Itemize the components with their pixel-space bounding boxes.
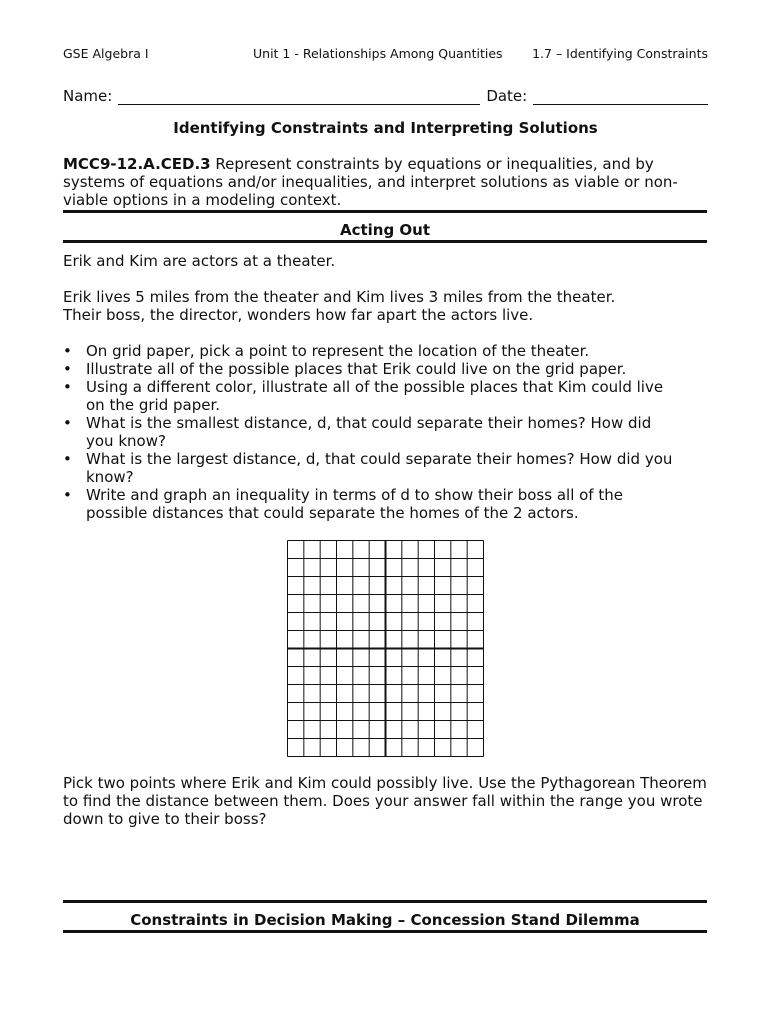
bullet-icon: • [63, 450, 72, 468]
course-name: GSE Algebra I [63, 46, 149, 61]
grid-drawing [287, 540, 484, 757]
task-text: Using a different color, illustrate all of the possible places that Kim could live on the grid paper. [86, 378, 664, 414]
lesson-title: 1.7 – Identifying Constraints [532, 46, 708, 61]
worksheet-title: Identifying Constraints and Interpreting Solutions [173, 119, 598, 137]
running-header [63, 46, 708, 64]
task-list-item [63, 450, 683, 486]
section-heading-acting-out: Acting Out [339, 221, 431, 239]
section-rule-bottom [63, 240, 707, 243]
name-date-line [63, 83, 708, 105]
date-field[interactable] [533, 88, 708, 105]
setup-text [63, 288, 708, 324]
standard-statement [63, 155, 708, 209]
unit-title: Unit 1 - Relationships Among Quantities [253, 46, 503, 61]
task-list [63, 342, 683, 522]
task-text: What is the smallest distance, d, that could separate their homes? How did you know? [86, 414, 652, 450]
standard-text: Represent constraints by equations or inequalities, and by systems of equations and/or inequalities, and interpret solutions as viable or non-viable options in a modeling context. [63, 155, 678, 209]
task-list-item [63, 378, 683, 414]
bullet-icon: • [63, 486, 72, 504]
followup-text: Pick two points where Erik and Kim could possibly live. Use the Pythagorean Theorem to find the distance between them. Does your answer fall within the range you wrote down to give to their boss? [63, 774, 707, 828]
standard-code: MCC9-12.A.CED.3 [63, 155, 211, 173]
coordinate-grid[interactable] [287, 540, 484, 757]
next-section-rule-top [63, 900, 707, 903]
intro-text: Erik and Kim are actors at a theater. [63, 252, 336, 270]
task-list-item [63, 486, 683, 522]
bullet-icon: • [63, 378, 72, 396]
task-list-item [63, 414, 683, 450]
bullet-icon: • [63, 414, 72, 432]
task-text: What is the largest distance, d, that could separate their homes? How did you know? [86, 450, 673, 486]
section-rule-top [63, 210, 707, 213]
name-field[interactable] [118, 88, 480, 105]
task-text: On grid paper, pick a point to represent the location of the theater. [86, 342, 590, 360]
setup-line-2: Their boss, the director, wonders how far apart the actors live. [63, 306, 534, 324]
name-label: Name: [63, 87, 113, 105]
bullet-icon: • [63, 360, 72, 378]
task-list-item [63, 360, 683, 378]
date-label: Date: [486, 87, 528, 105]
task-text: Write and graph an inequality in terms of d to show their boss all of the possible distances that could separate the homes of the 2 actors. [86, 486, 623, 522]
setup-line-1: Erik lives 5 miles from the theater and Kim lives 3 miles from the theater. [63, 288, 616, 306]
next-section-rule-bottom [63, 930, 707, 933]
section-heading-concession-stand: Constraints in Decision Making – Concession Stand Dilemma [130, 911, 640, 929]
task-text: Illustrate all of the possible places that Erik could live on the grid paper. [86, 360, 627, 378]
task-list-item [63, 342, 683, 360]
bullet-icon: • [63, 342, 72, 360]
